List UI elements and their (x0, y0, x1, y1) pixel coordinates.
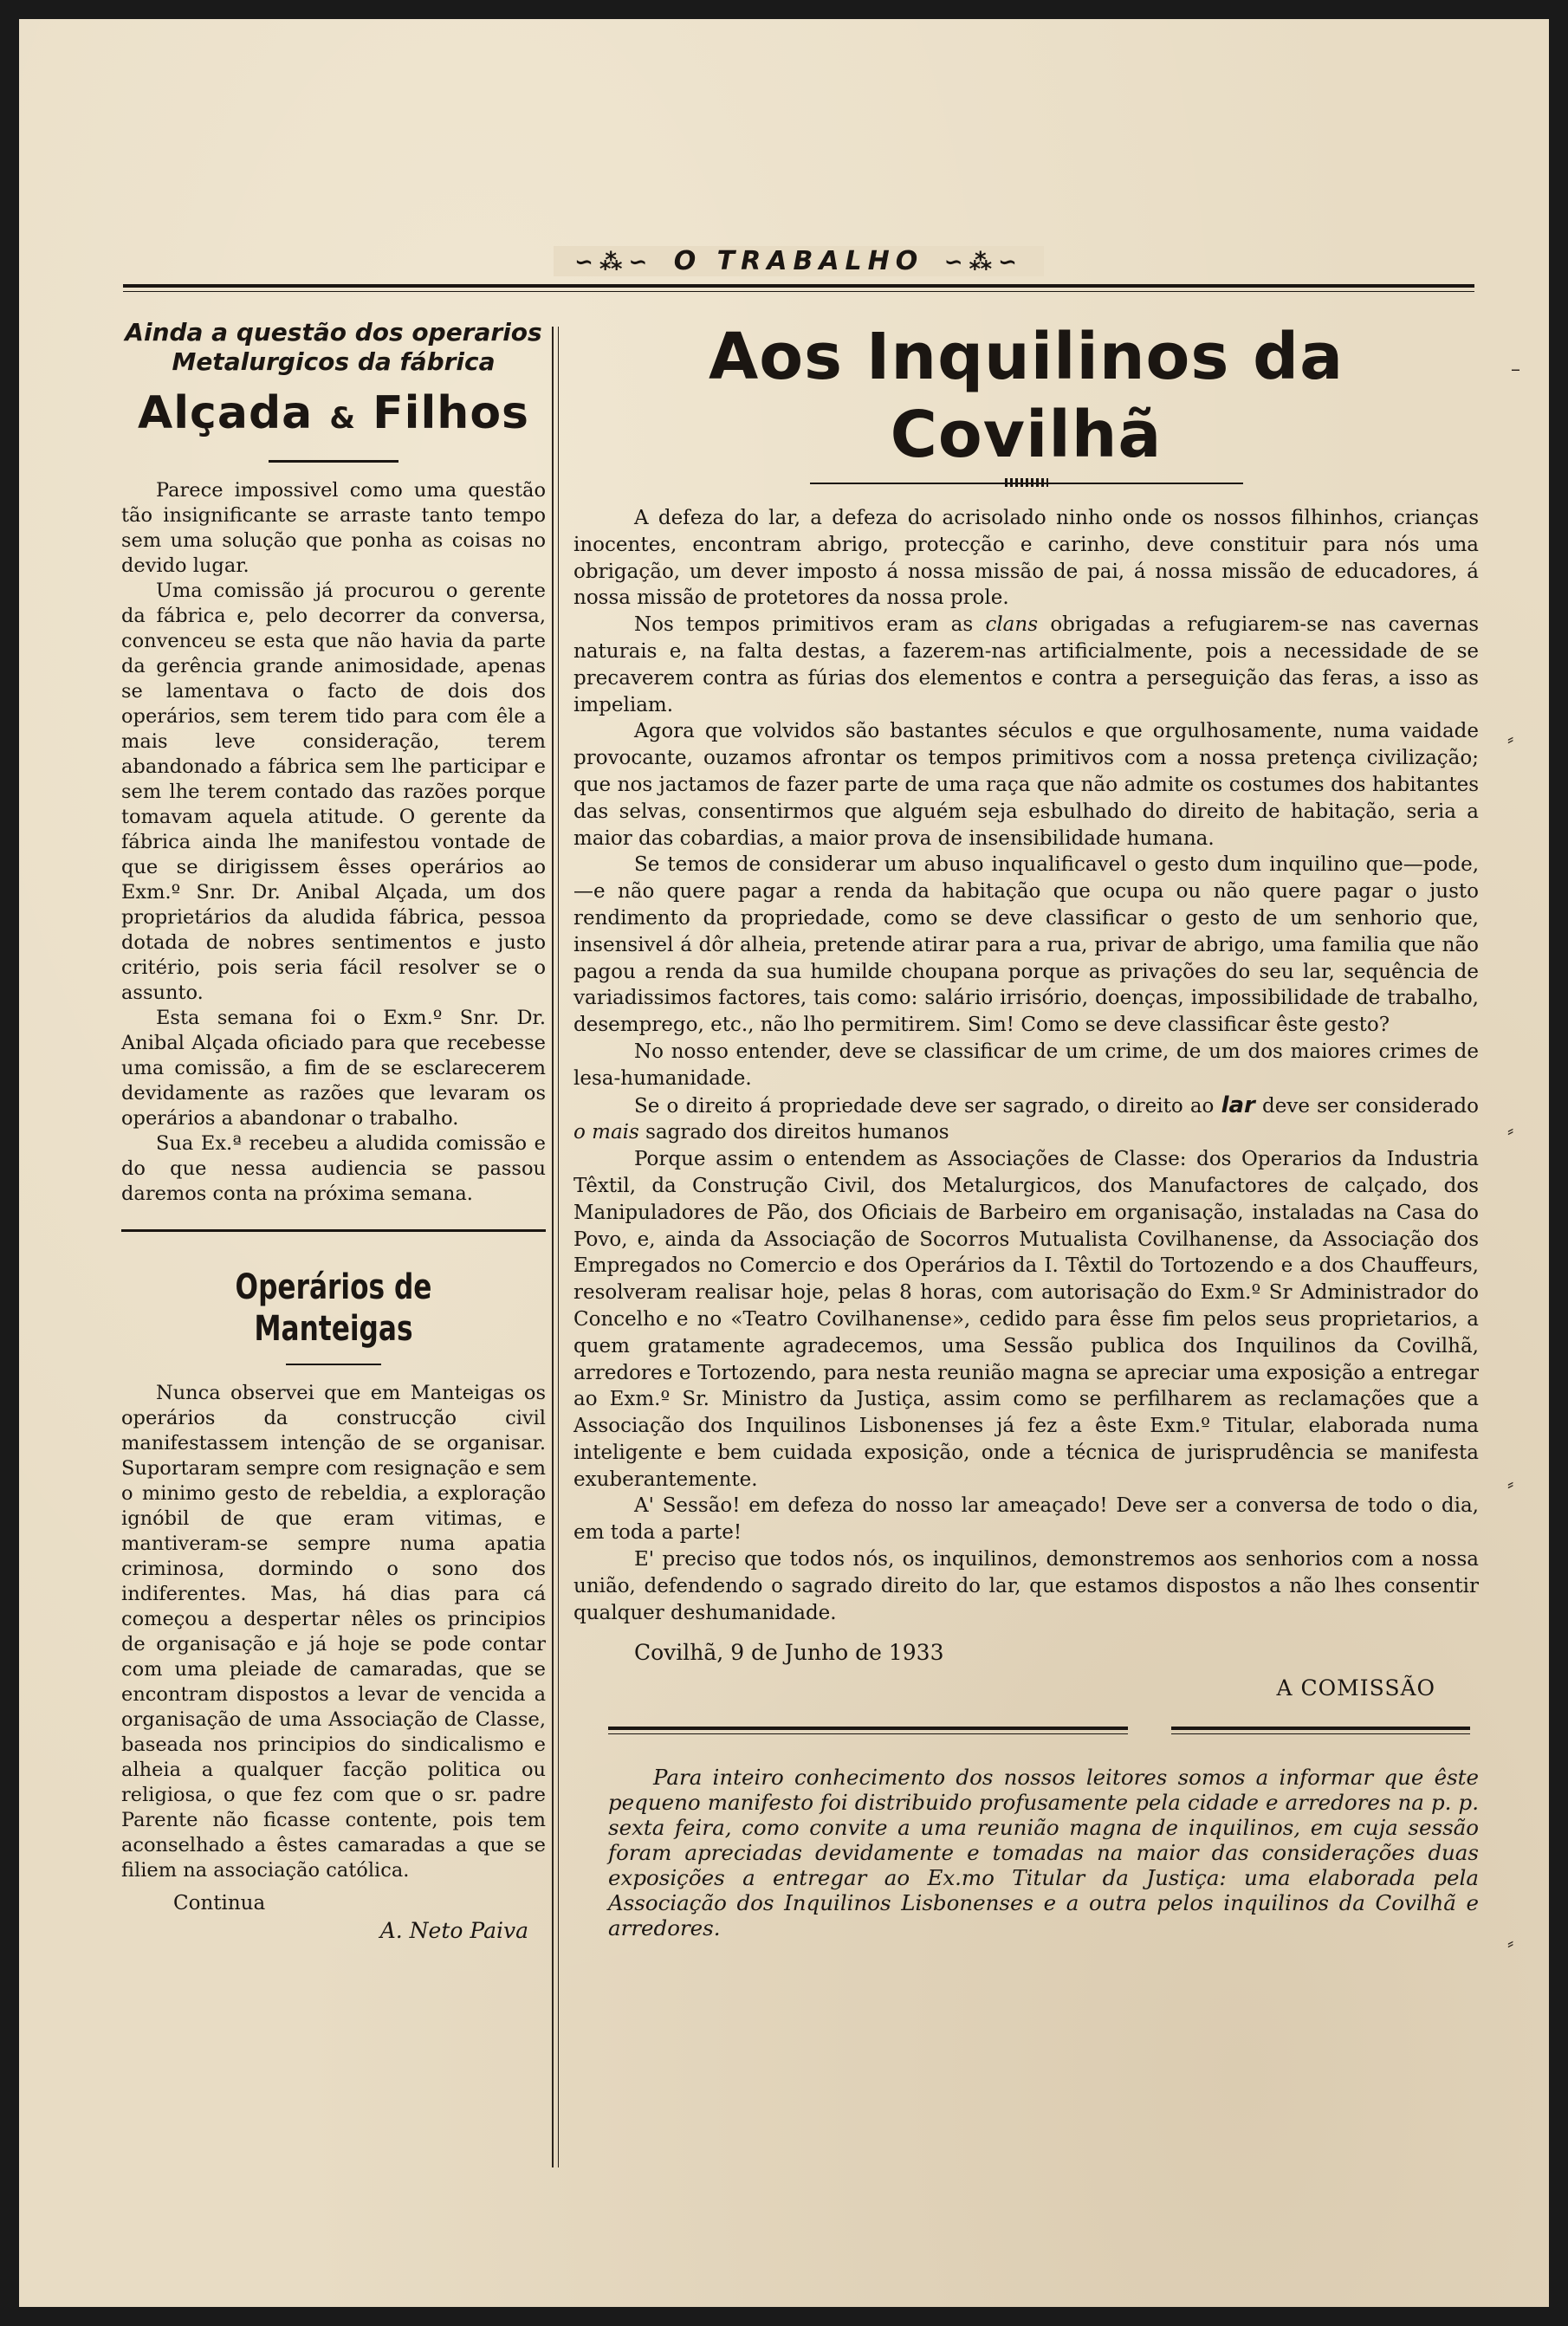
continua-label: Continua (173, 1892, 266, 1915)
column-divider (552, 327, 554, 2167)
article1-kicker: Ainda a questão dos operarios Metalurgicos da fábrica (125, 318, 542, 376)
column-divider-thin (558, 327, 559, 2167)
margin-mark: ⸗ (1507, 1120, 1514, 1142)
main-paragraph: E' preciso que todos nós, os inquilinos, demonstremos aos senhorios com a nossa união, defendendo o sagrado direito do lar, que estamos dispostos a não lhes consentir qualquer deshumanidade. (573, 1548, 1479, 1624)
article1-headline-a: Alçada (137, 387, 314, 439)
margin-mark: ⸗ (1507, 729, 1514, 750)
signature: A COMISSÃO (1276, 1675, 1435, 1701)
ornament-left-icon: ∽⁂∽ (574, 249, 654, 275)
margin-mark: ⸗ (1507, 1474, 1514, 1495)
article2-headline: Operários de Manteigas (235, 1267, 432, 1349)
ornament-right-icon: ∽⁂∽ (943, 249, 1023, 275)
article1-body (121, 478, 546, 1207)
article1-paragraph: Parece impossivel como uma questão tão insignificante se arraste tanto tempo sem uma solução que ponha as coisas no devido lugar. (121, 479, 546, 577)
article2-author: A. Neto Paiva (379, 1918, 528, 1943)
headline-rule (810, 483, 1243, 484)
main-paragraph: Se temos de considerar um abuso inqualificavel o gesto dum inquilino que—pode,—e não quere pagar a renda da habitação que ocupa ou não quere pagar o justo rendimento da propriedade, como se deve classificar o gesto de um senhorio que, insensivel á dôr alheia, pretende atirar para a rua, privar de abrigo, uma familia que não pagou a renda da sua humilde choupana porque as privações do seu lar, sequência de variadissimos factores, tais como: salário irrisório, doenças, impossibilidade de trabalho, desemprego, etc., não lho permitirem. Sim! Como se deve classificar êste gesto? (573, 853, 1479, 1037)
article1-headline (121, 386, 546, 446)
newspaper-page (19, 19, 1549, 2307)
main-paragraph: A defeza do lar, a defeza do acrisolado ninho onde os nossos filhinhos, crianças inocentes, encontram abrigo, protecção e carinho, deve constituir para nós uma obrigação, um dever imposto á nossa missão de pai, á nossa missão de educadores, á nossa missão de protetores da nossa prole. (573, 507, 1479, 610)
article1-paragraph: Uma comissão já procurou o gerente da fábrica e, pelo decorrer da conversa, convenceu se esta que não havia da parte da gerência grande animosidade, apenas se lamentava o facto de dois dos operários, sem terem tido para com êle a mais leve consideração, terem abandonado a fábrica sem lhe participar e sem lhe terem contado das razões porque tomavam aquela atitude. O gerente da fábrica ainda lhe manifestou vontade de que se dirigissem êsses operários ao Exm.º Snr. Dr. Anibal Alçada, um dos proprietários da aludida fábrica, pessoa dotada de nobres sentimentos e justo critério, pois seria fácil resolver se o assunto. (121, 580, 546, 1004)
emphasis-o-mais: o mais (573, 1121, 639, 1144)
editorial-note (573, 1765, 1479, 1940)
masthead-rule-thin (123, 291, 1474, 292)
main-body (573, 505, 1479, 1626)
article1-headline-b: Filhos (373, 387, 530, 439)
main-paragraph: Se o direito á propriedade deve ser sagrado, o direito ao lar deve ser considerado o mais sagrado dos direitos humanos (573, 1092, 1479, 1144)
article2-paragraph: Nunca observei que em Manteigas os operários da construcção civil manifestassem intenção de se organisar. Suportaram sempre com resignação e sem o minimo gesto de rebeldia, a exploração ignóbil de que eram vitimas, e mantiveram-se sempre numa apatia criminosa, dormindo o sono dos indiferentes. Mas, há dias para cá começou a despertar nêles os principios de organisação e já hoje se pode contar com uma pleiade de camaradas, que se encontram dispostos a levar de vencida a organisação de uma Associação de Classe, baseada nos principios do sindicalismo e alheia a qualquer facção politica ou religiosa, o que fez com que o sr. padre Parente não ficasse contente, pois tem aconselhado a êstes camaradas a que se filiem na associação católica. (121, 1382, 546, 1882)
main-paragraph: No nosso entender, deve se classificar de um crime, de um dos maiores crimes de lesa-humanidade. (573, 1040, 1479, 1090)
main-headline: Aos Inquilinos da Covilhã (708, 320, 1344, 472)
note-divider (608, 1727, 1479, 1739)
main-paragraph: Porque assim o entendem as Associações de Classe: dos Operarios da Industria Têxtil, da Construção Civil, dos Metalurgicos, dos Manufactores de calçado, dos Manipuladores de Pão, dos Oficiais de Barbeiro em organisação, instaladas na Casa do Povo, e, ainda da Associação de Socorros Mutualista Covilhanense, da Associação dos Empregados no Comercio e dos Operários da I. Têxtil do Tortozendo e a dos Chauffeurs, resolveram realisar hoje, pelas 8 horas, com autorisação do Exm.º Sr Administrador do Concelho e no «Teatro Covilhanense», cedido para êsse fim pelos seus proprietarios, a quem gratamente agradecemos, uma Sessão publica dos Inquilinos da Covilhã, arredores e Tortozendo, para nesta reunião magna se apreciar uma exposição a entregar ao Exm.º Sr. Ministro da Justiça, assim como se perfilharem as reclamações que a Associação dos Inquilinos Lisbonenses já fez a êste Exm.º Titular, elaborada numa inteligente e bem cuidada exposição, onde a técnica de jurisprudência se manifesta exuberantemente. (573, 1148, 1479, 1491)
article2-body (121, 1381, 546, 1883)
article1-headline-amp: & (329, 401, 357, 436)
left-column (121, 318, 546, 1943)
right-column (573, 318, 1479, 1940)
emphasis-lar: lar (1221, 1092, 1255, 1118)
article1-rule (269, 460, 398, 463)
masthead (123, 246, 1474, 295)
main-paragraph: Agora que volvidos são bastantes séculos e que orgulhosamente, numa vaidade provocante, ouzamos afrontar os tempos primitivos com a nossa pretença civilização; que nos jactamos de fazer parte de uma raça que não admite os costumes dos habitantes das selvas, consentirmos que alguém seja esbulhado do direito de habitação, seria a maior das cobardias, a maior prova de insensibilidade humana. (573, 720, 1479, 850)
masthead-rule (123, 284, 1474, 288)
main-paragraph: A' Sessão! em defeza do nosso lar ameaçado! Deve ser a conversa de todo o dia, em toda a parte! (573, 1494, 1479, 1545)
margin-mark: ⸗ (1507, 1933, 1514, 1954)
masthead-title-box (554, 246, 1044, 276)
article1-paragraph: Sua Ex.ª recebeu a aludida comissão e do que nessa audiencia se passou daremos conta na próxima semana. (121, 1132, 546, 1205)
main-paragraph: Nos tempos primitivos eram as clans obrigadas a refugiarem-se nas cavernas naturais e, na falta destas, a fazerem-nas artificialmente, pois a necessidade de se precaverem contra as fúrias dos elementos e contra a perseguição das feras, a isso as impeliam. (573, 613, 1479, 716)
margin-mark: – (1511, 359, 1520, 380)
editorial-note-text: Para inteiro conhecimento dos nossos leitores somos a informar que êste pequeno manifesto foi distribuido profusamente pela cidade e arredores na p. p. sexta feira, como convite a uma reunião magna de inquilinos, em cuja sessão foram apreciadas devidamente e tomadas na maior das considerações duas exposições a entregar ao Ex.mo Titular da Justiça: uma elaborada pela Associação dos Inquilinos Lisbonenses e a outra pelos inquilinos da Covilhã e arredores. (608, 1765, 1479, 1941)
section-divider (121, 1229, 546, 1232)
article1-paragraph: Esta semana foi o Exm.º Snr. Dr. Anibal Alçada oficiado para que recebesse uma comissão, a fim de se esclarecerem devidamente as razões que levaram os operários a abandonar o trabalho. (121, 1007, 546, 1130)
article2-rule (286, 1364, 381, 1365)
dateline: Covilhã, 9 de Junho de 1933 (634, 1640, 944, 1666)
emphasis-clans: clans (985, 613, 1039, 637)
masthead-title: O TRABALHO (673, 246, 924, 276)
